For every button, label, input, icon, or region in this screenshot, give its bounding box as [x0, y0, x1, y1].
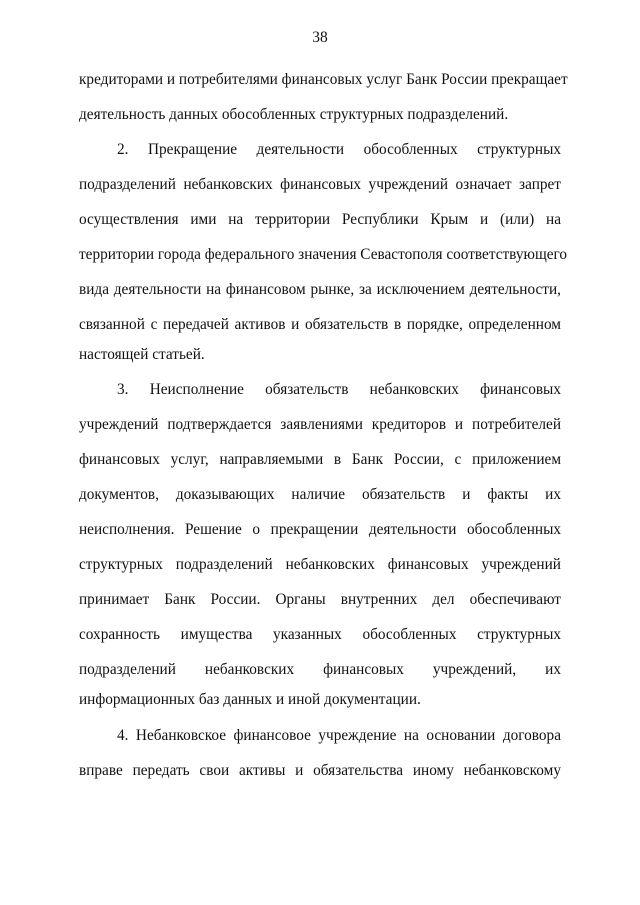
text-line: настоящей статьей.: [79, 346, 205, 363]
text-line: информационных баз данных и иной документации.: [79, 691, 421, 708]
text-line: финансовых услуг, направляемыми в Банк России, с приложением: [79, 451, 561, 468]
text-line: территории города федерального значения Севастополя соответствующего: [79, 246, 568, 263]
paragraph-2-first-line: 2. Прекращение деятельности обособленных структурных: [117, 141, 561, 158]
text-line: вправе передать свои активы и обязательства иному небанковскому: [79, 762, 561, 779]
page-number: 38: [312, 29, 328, 46]
paragraph-4-first-line: 4. Небанковское финансовое учреждение на основании договора: [117, 727, 561, 744]
text-line: вида деятельности на финансовом рынке, за исключением деятельности,: [79, 281, 561, 298]
text-line: документов, доказывающих наличие обязательств и факты их: [79, 486, 561, 503]
text-line: связанной с передачей активов и обязательств в порядке, определенном: [79, 316, 561, 333]
text-line: структурных подразделений небанковских финансовых учреждений: [79, 556, 561, 573]
text-line: подразделений небанковских финансовых учреждений, их: [79, 661, 561, 678]
text-line: сохранность имущества указанных обособленных структурных: [79, 626, 561, 643]
text-line: подразделений небанковских финансовых учреждений означает запрет: [79, 176, 561, 193]
paragraph-3-first-line: 3. Неисполнение обязательств небанковских финансовых: [117, 381, 561, 398]
text-line: осуществления ими на территории Республики Крым и (или) на: [79, 211, 561, 228]
text-line: неисполнения. Решение о прекращении деятельности обособленных: [79, 521, 561, 538]
text-line: деятельность данных обособленных структурных подразделений.: [79, 106, 509, 123]
text-line: принимает Банк России. Органы внутренних дел обеспечивают: [79, 591, 561, 608]
text-line: учреждений подтверждается заявлениями кредиторов и потребителей: [79, 416, 561, 433]
text-line: кредиторами и потребителями финансовых услуг Банк России прекращает: [79, 71, 568, 88]
